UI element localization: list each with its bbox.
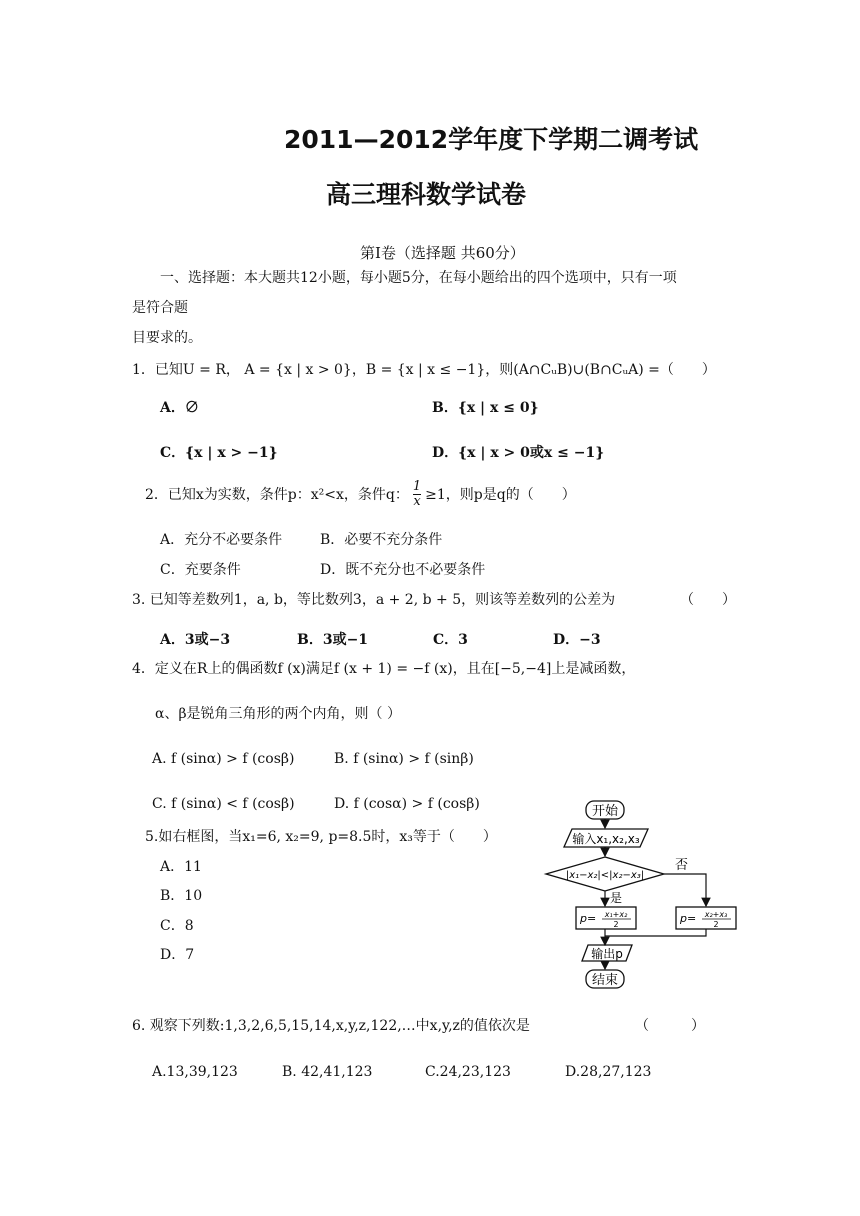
- q2-fraction: [413, 480, 421, 510]
- flow-left-denominator: 2: [613, 920, 619, 929]
- q6-option-a: A.13,39,123: [152, 1064, 238, 1080]
- flow-yes-label: 是: [610, 891, 623, 905]
- flow-input-label: 输入x₁,x₂,x₃: [572, 832, 640, 846]
- q6-option-d: D.28,27,123: [565, 1064, 652, 1080]
- exam-title: 2011—2012学年度下学期二调考试: [284, 125, 699, 154]
- q2-option-d: D．既不充分也不必要条件: [320, 562, 486, 578]
- q2-option-b: B．必要不充分条件: [320, 532, 443, 548]
- q3-stem: 3. 已知等差数列1，a, b，等比数列3，a + 2, b + 5，则该等差数列的公差为: [132, 592, 616, 608]
- q5-option-c: C．8: [160, 918, 194, 934]
- q4-stem-line2: α、β是锐角三角形的两个内角，则（ ）: [155, 706, 401, 722]
- q3-option-c: C．3: [433, 632, 468, 648]
- q2-option-a: A．充分不必要条件: [160, 532, 283, 548]
- q4-stem-line1: 4．定义在R上的偶函数f (x)满足f (x + 1) = −f (x)，且在[−5,−4]上是减函数，: [132, 661, 636, 677]
- q6-option-b: B. 42,41,123: [282, 1064, 373, 1080]
- q3-option-b: B．3或−1: [297, 632, 369, 648]
- q2-frac-numerator: 1: [412, 479, 422, 494]
- flow-right-numerator: x₂+x₃: [704, 910, 728, 919]
- flow-condition-label: |x₁−x₂|<|x₂−x₃|: [565, 870, 645, 881]
- instructions-line3: 目要求的。: [132, 330, 202, 346]
- q2-option-c: C．充要条件: [160, 562, 241, 578]
- q5-option-a: A．11: [160, 859, 202, 875]
- q1-option-b: B．{x | x ≤ 0}: [432, 400, 539, 416]
- q2-stem-prefix: 2．已知x为实数，条件p：x²<x，条件q：: [145, 486, 409, 503]
- q2-frac-denominator: x: [413, 494, 421, 510]
- flow-right-p: p=: [680, 912, 697, 925]
- q2-stem: [145, 480, 576, 510]
- q6-option-c: C.24,23,123: [425, 1064, 511, 1080]
- flow-right-denominator: 2: [713, 920, 719, 929]
- flow-no-label: 否: [675, 858, 689, 873]
- flowchart: [540, 795, 745, 995]
- q5-option-d: D．7: [160, 947, 195, 963]
- q4-option-a: A. f (sinα) > f (cosβ): [152, 751, 295, 767]
- flow-start-label: 开始: [591, 804, 619, 819]
- section-heading: 第Ⅰ卷（选择题 共60分）: [360, 244, 525, 262]
- q3-option-d: D．−3: [553, 632, 601, 648]
- q1-option-a: A．∅: [160, 400, 199, 416]
- flow-left-p: p=: [580, 912, 597, 925]
- flow-arrow: [664, 874, 706, 906]
- q3-option-a: A．3或−3: [160, 632, 231, 648]
- flow-merge-line: [605, 929, 706, 936]
- q4-option-b: B. f (sinα) > f (sinβ): [334, 751, 474, 767]
- q1-option-d: D．{x | x > 0或x ≤ −1}: [432, 445, 605, 461]
- instructions-line1: 一、选择题：本大题共12小题，每小题5分，在每小题给出的四个选项中，只有一项: [160, 270, 677, 286]
- q3-answer-paren: （ ）: [680, 592, 736, 608]
- flow-end-label: 结束: [591, 973, 619, 988]
- flow-output-label: 输出p: [591, 947, 623, 961]
- instructions-line2: 是符合题: [132, 300, 188, 316]
- q1-stem: 1．已知U = R， A = {x | x > 0}，B = {x | x ≤ −1}，则(A∩CᵤB)∪(B∩CᵤA) =（ ）: [132, 362, 716, 378]
- q5-stem: 5.如右框图，当x₁=6, x₂=9, p=8.5时，x₃等于（ ）: [145, 829, 497, 845]
- exam-subtitle: 高三理科数学试卷: [326, 180, 527, 209]
- q2-stem-suffix: ≥1，则p是q的（ ）: [425, 486, 576, 503]
- q1-option-c: C．{x | x > −1}: [160, 445, 278, 461]
- flow-left-numerator: x₁+x₂: [604, 910, 628, 919]
- q6-answer-paren: （ ）: [635, 1018, 705, 1034]
- q5-option-b: B．10: [160, 888, 203, 904]
- q4-option-d: D. f (cosα) > f (cosβ): [334, 796, 480, 812]
- q4-option-c: C. f (sinα) < f (cosβ): [152, 796, 295, 812]
- q6-stem: 6. 观察下列数:1,3,2,6,5,15,14,x,y,z,122,…中x,y,z的值依次是: [132, 1018, 530, 1034]
